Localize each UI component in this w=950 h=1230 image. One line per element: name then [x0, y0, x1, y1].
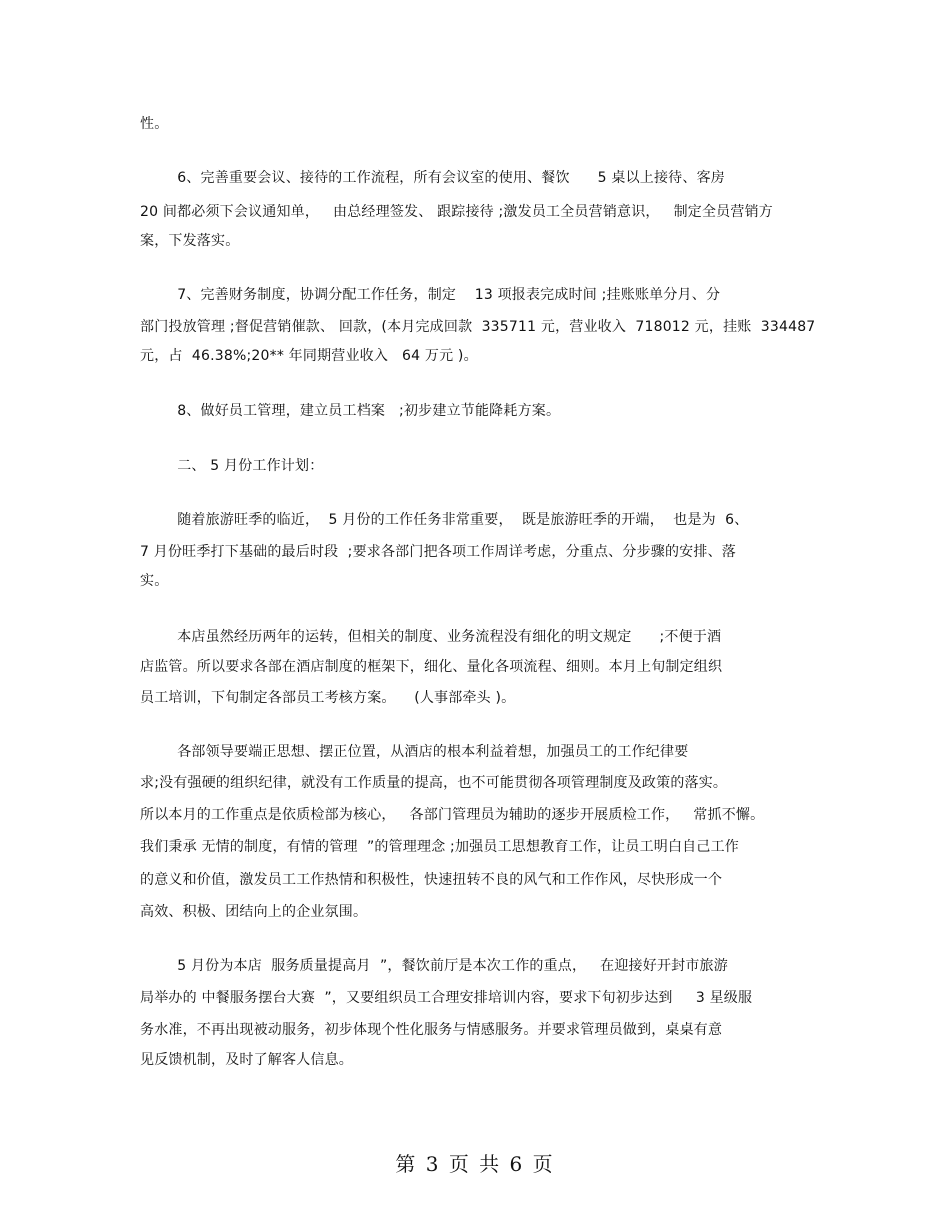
- text-line: 店监管。所以要求各部在酒店制度的框架下，细化、量化各项流程、细则。本月上旬制定组织: [140, 659, 723, 675]
- text-line: 务水准，不再出现被动服务，初步体现个性化服务与情感服务。并要求管理员做到，桌桌有意: [140, 1022, 723, 1038]
- text-line: 20 间都必须下会议通知单， 由总经理签发、 跟踪接待 ;激发员工全员营销意识， 制定全员营销方: [140, 204, 773, 220]
- text-line: 随着旅游旺季的临近， 5 月份的工作任务非常重要， 既是旅游旺季的开端， 也是为 6、: [140, 512, 749, 528]
- text-line: 见反馈机制，及时了解客人信息。: [140, 1052, 353, 1068]
- text-line: 员工培训，下旬制定各部员工考核方案。 (人事部牵头 )。: [140, 690, 516, 706]
- text-line: 7 月份旺季打下基础的最后时段 ;要求各部门把各项工作周详考虑，分重点、分步骤的安排、落: [140, 544, 736, 560]
- text-line: 高效、积极、团结向上的企业氛围。: [140, 904, 368, 920]
- text-line: 7、完善财务制度，协调分配工作任务，制定 13 项报表完成时间 ;挂账账单分月、分: [140, 287, 721, 303]
- text-line: 本店虽然经历两年的运转，但相关的制度、业务流程没有细化的明文规定 ;不便于酒: [140, 629, 722, 645]
- text-line: 各部领导要端正思想、摆正位置，从酒店的根本利益着想，加强员工的工作纪律要: [140, 744, 689, 760]
- text-line: 所以本月的工作重点是依质检部为核心， 各部门管理员为辅助的逐步开展质检工作， 常抓不懈。: [140, 807, 765, 823]
- page-number-footer: 第 3 页 共 6 页: [395, 1152, 555, 1176]
- text-line: 求;没有强硬的组织纪律，就没有工作质量的提高，也不可能贯彻各项管理制度及政策的落实。: [140, 775, 728, 791]
- text-line: 实。: [140, 573, 169, 589]
- text-line: 的意义和价值，激发员工工作热情和积极性，快速扭转不良的风气和工作作风，尽快形成一个: [140, 872, 723, 888]
- text-line: 元，占 46.38%;20** 年同期营业收入 64 万元 )。: [140, 348, 478, 364]
- section-heading: 二、 5 月份工作计划：: [140, 458, 324, 474]
- text-line: 部门投放管理 ;督促营销催款、 回款，(本月完成回款 335711 元，营业收入 718012 元，挂账 334487: [140, 319, 816, 335]
- text-line: 局举办的 中餐服务摆台大赛 ”，又要组织员工合理安排培训内容，要求下旬初步达到 3 星级服: [140, 990, 753, 1006]
- text-line: 我们秉承 无情的制度，有情的管理 ”的管理理念 ;加强员工思想教育工作，让员工明白自己工作: [140, 839, 739, 855]
- text-line: 6、完善重要会议、接待的工作流程，所有会议室的使用、餐饮 5 桌以上接待、客房: [140, 170, 725, 186]
- text-line: 5 月份为本店 服务质量提高月 ”，餐饮前厅是本次工作的重点， 在迎接好开封市旅游: [140, 958, 728, 974]
- text-line: 性。: [140, 116, 169, 132]
- text-line: 案，下发落实。: [140, 233, 240, 249]
- text-line: 8、做好员工管理，建立员工档案 ;初步建立节能降耗方案。: [140, 403, 561, 419]
